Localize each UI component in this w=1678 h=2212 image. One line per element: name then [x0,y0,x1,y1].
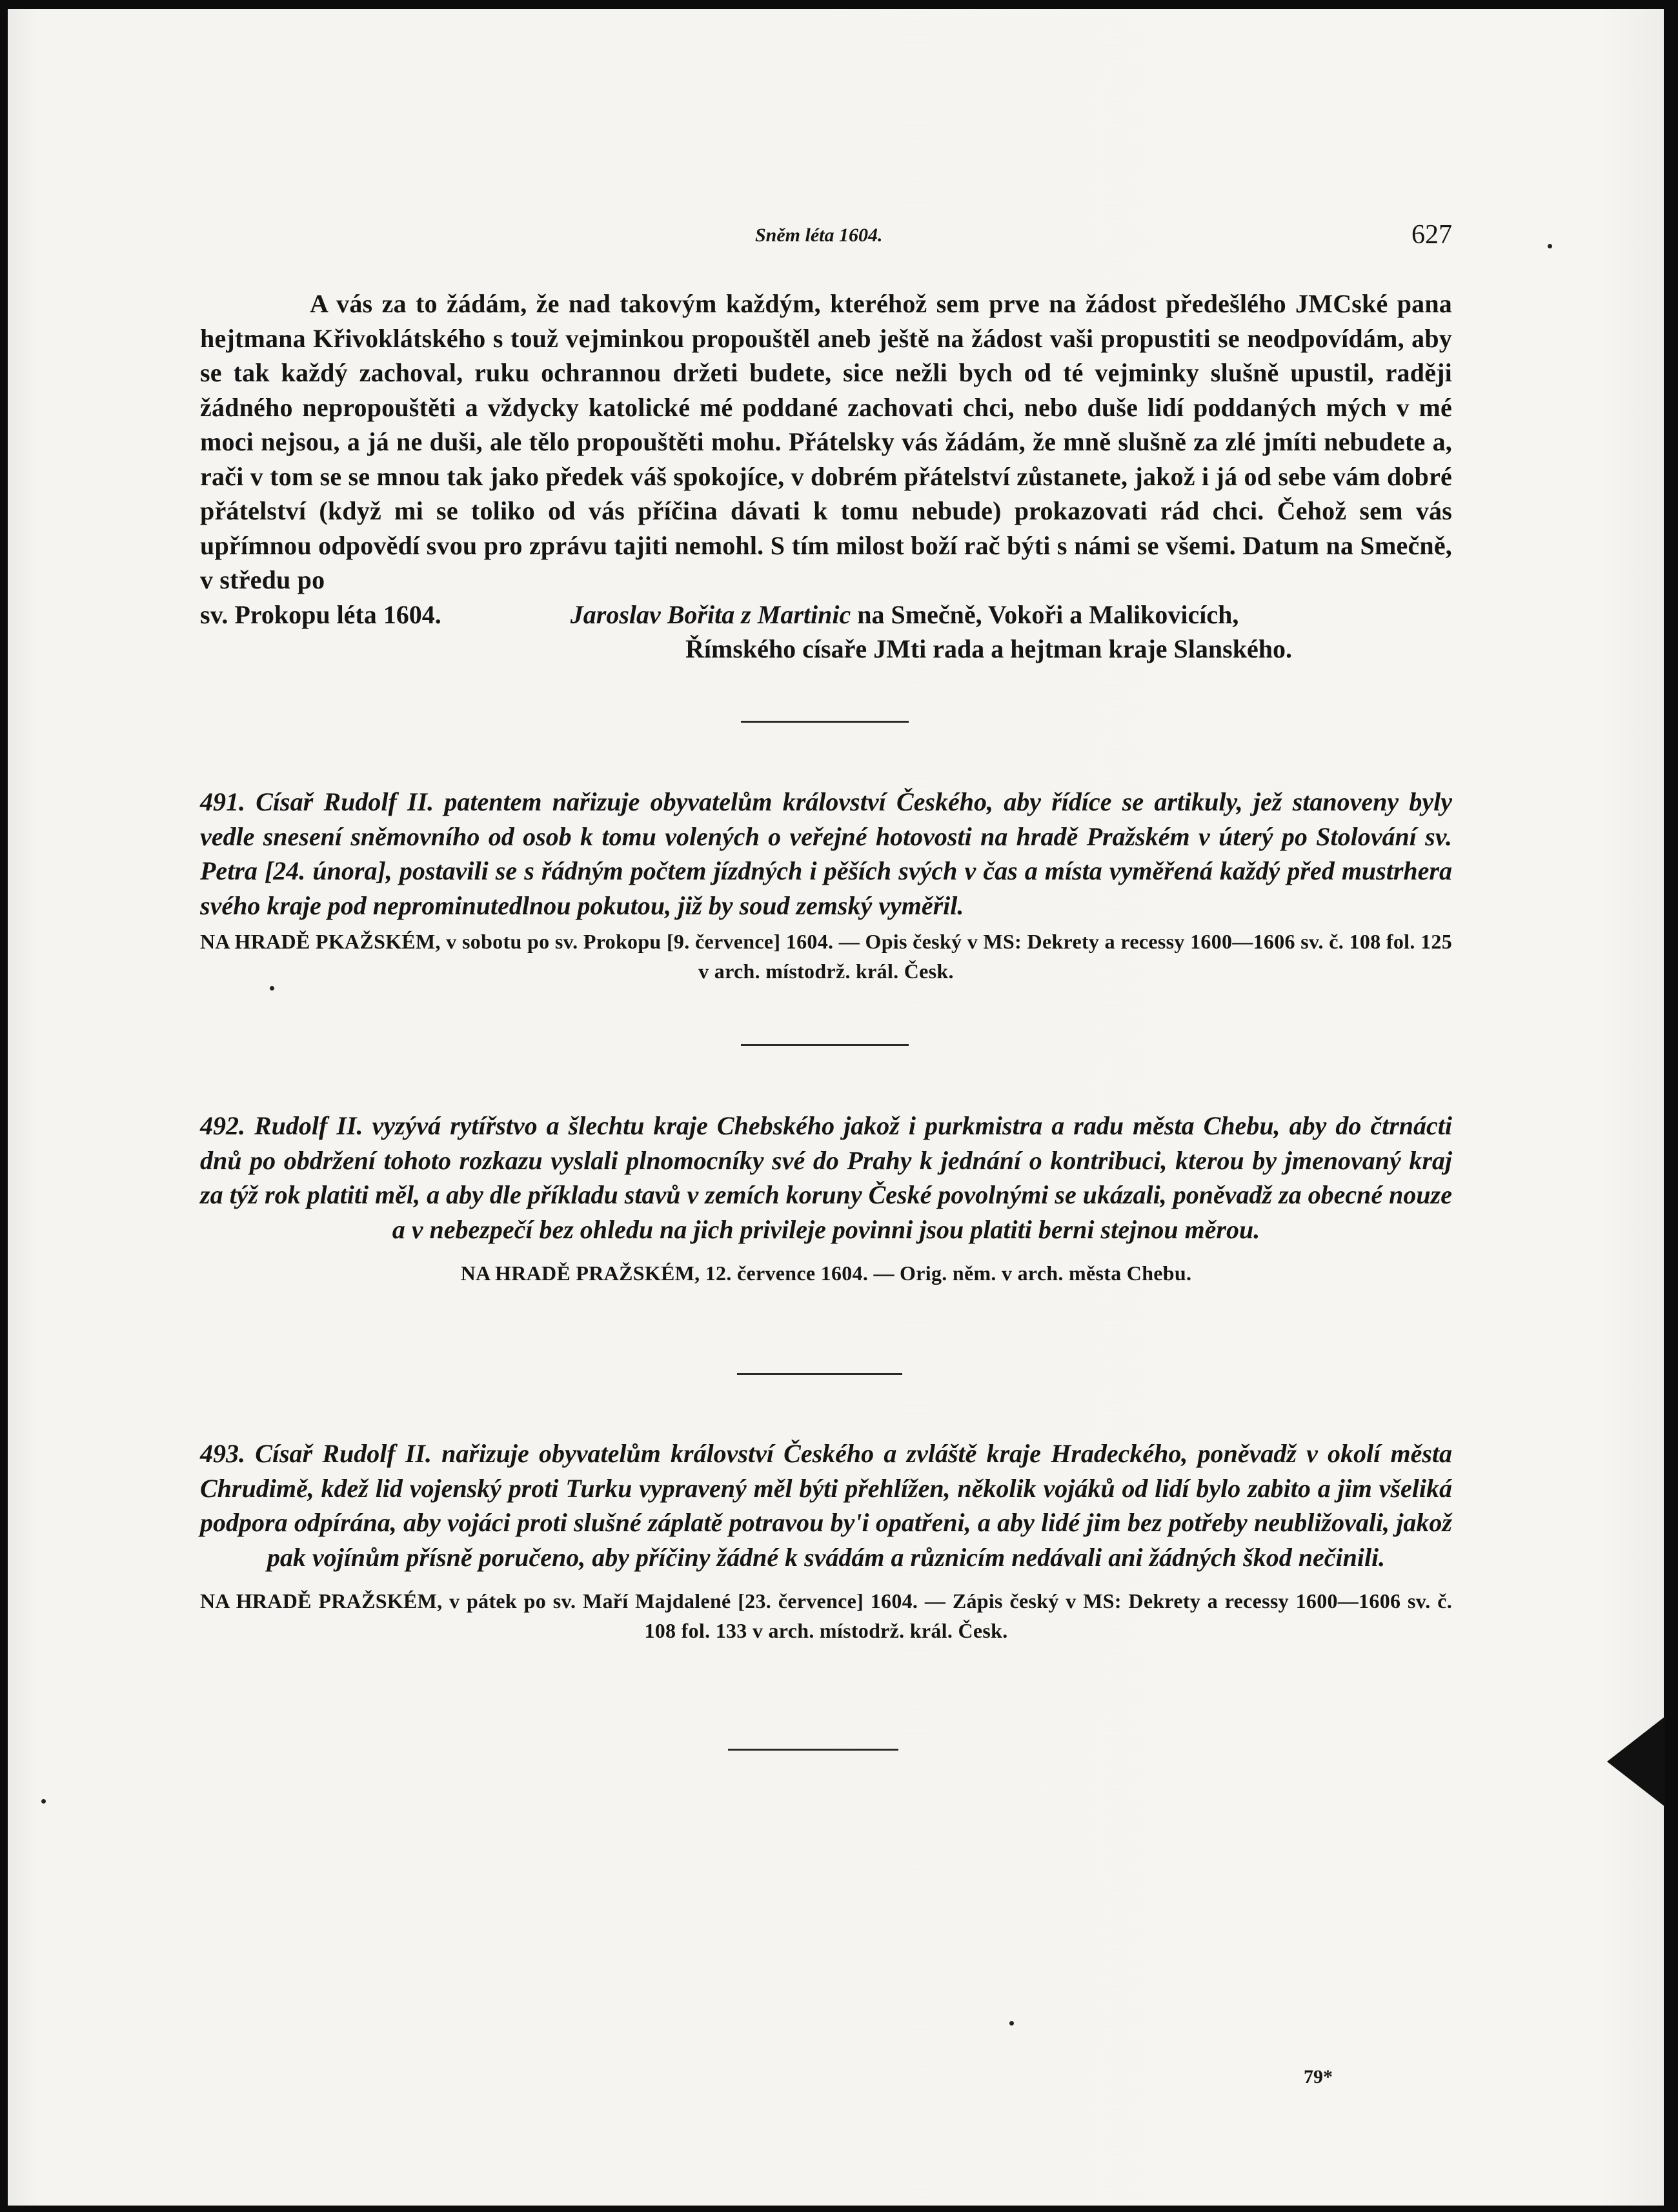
entry-source: NA HRADĚ PRAŽSKÉM, 12. července 1604. — Orig. něm. v arch. města Chebu. [460,1262,1192,1285]
scan-border-top [0,0,1678,9]
letter-date: sv. Prokopu léta 1604. [200,599,441,629]
dust-speck [1009,2021,1014,2026]
section-divider [741,721,909,723]
dust-speck [1548,244,1552,248]
signatory-seat: na Smečně, Vokoři a Malikovicích, [857,599,1239,629]
signature-mark: 79* [1304,2066,1333,2087]
entry-source: NA HRADĚ PKAŽSKÉM, v sobotu po sv. Prokopu [9. července] 1604. — Opis český v MS: Dekrety a recessy 1600—1606 sv. č. 108 fol. 125 v arch. místodrž. král. Česk. [200,930,1452,983]
page-number: 627 [1411,220,1452,250]
letter-signature-line [200,598,1452,632]
signatory-title: Římského císaře JMti rada a hejtman kraje Slanského. [685,634,1292,663]
entry-492 [200,1109,1452,1288]
letter-section [200,287,1452,667]
scan-notch [1607,1716,1665,1807]
section-divider [737,1373,902,1375]
dust-speck [41,1799,46,1804]
scan-border-right [1664,0,1678,2212]
dust-speck [270,986,274,990]
running-title: Sněm léta 1604. [755,225,883,246]
signatory-name: Jaroslav Bořita z Martinic [570,599,851,629]
entry-title: 493. Císař Rudolf II. nařizuje obyvatelům království Českého a zvláště kraje Hradeckého, poněvadž v okolí města Chrudimě, kdež lid vojenský proti Turku vypravený měl býti přehlížen, několik vojáků od lidí bylo zabito a jim všeliká podpora odpírána, aby vojáci proti slušné záplatě potravou by'i opatřeni, a aby lidé jim bez potřeby neubližovali, jakož pak vojínům přísně poručeno, aby příčiny žádné k svádám a různicím nedávali ani žádných škod nečinili. [200,1439,1452,1572]
entry-title: 491. Císař Rudolf II. patentem nařizuje obyvatelům království Českého, aby řídíce se artikuly, jež stanoveny byly vedle snesení sněmovního od osob k tomu volených o veřejné hotovosti na hradě Pražském v úterý po Stolování sv. Petra [24. února], postavili se s řádným počtem jízdných i pěších svých v čas a místa vyměřená každý před mustrhera svého kraje pod neprominutedlnou pokutou, již by soud zemský vyměřil. [200,787,1452,920]
scan-border-bottom [0,2206,1678,2212]
entry-493 [200,1436,1452,1645]
page-header [200,219,1452,258]
entry-491 [200,785,1452,986]
entry-source: NA HRADĚ PRAŽSKÉM, v pátek po sv. Maří Majdalené [23. července] 1604. — Zápis český v MS: Dekrety a recessy 1600—1606 sv. č. 108 fol. 133 v arch. místodrž. král. Česk. [200,1589,1452,1642]
letter-body: A vás za to žádám, že nad takovým každým, kteréhož sem prve na žádost předešlého JMCské pana hejtmana Křivoklátského s touž vejminkou propouštěl aneb ještě na žádost vaši propustiti se neodpovídám, aby se tak každý zachoval, ruku ochrannou držeti budete, sice nežli bych od té vejminky slušně upustil, raději žádného nepropouštěti a vždycky katolické mé poddané zachovati chci, nebo duše lidí poddaných mých v mé moci nejsou, a já ne duši, ale tělo propouštěti mohu. Přátelsky vás žádám, že mně slušně za zlé jmíti nebudete a, rači v tom se se mnou tak jako předek váš spokojíce, v dobrém přátelství zůstanete, jakož i já od sebe vám dobré přátelství (když mi se toliko od vás příčina dávati k tomu nebude) prokazovati rád chci. Čehož sem vás upřímnou odpovědí svou pro zprávu tajiti nemohl. S tím milost boží rač býti s námi se všemi. Datum na Smečně, v středu po [200,289,1452,594]
section-divider [728,1749,898,1751]
section-divider [741,1044,909,1046]
entry-title: 492. Rudolf II. vyzývá rytířstvo a šlechtu kraje Chebského jakož i purkmistra a radu města Chebu, aby do čtrnácti dnů po obdržení tohoto rozkazu vyslali plnomocníky své do Prahy k jednání o kontribuci, kterou by jmenovaný kraj za týž rok platiti měl, a aby dle příkladu stavů v zemích koruny České povolnými se ukázali, poněvadž za obecné nouze a v nebezpečí bez ohledu na jich privileje povinni jsou platiti berni stejnou měrou. [200,1111,1452,1244]
scan-border-left [0,0,8,2212]
